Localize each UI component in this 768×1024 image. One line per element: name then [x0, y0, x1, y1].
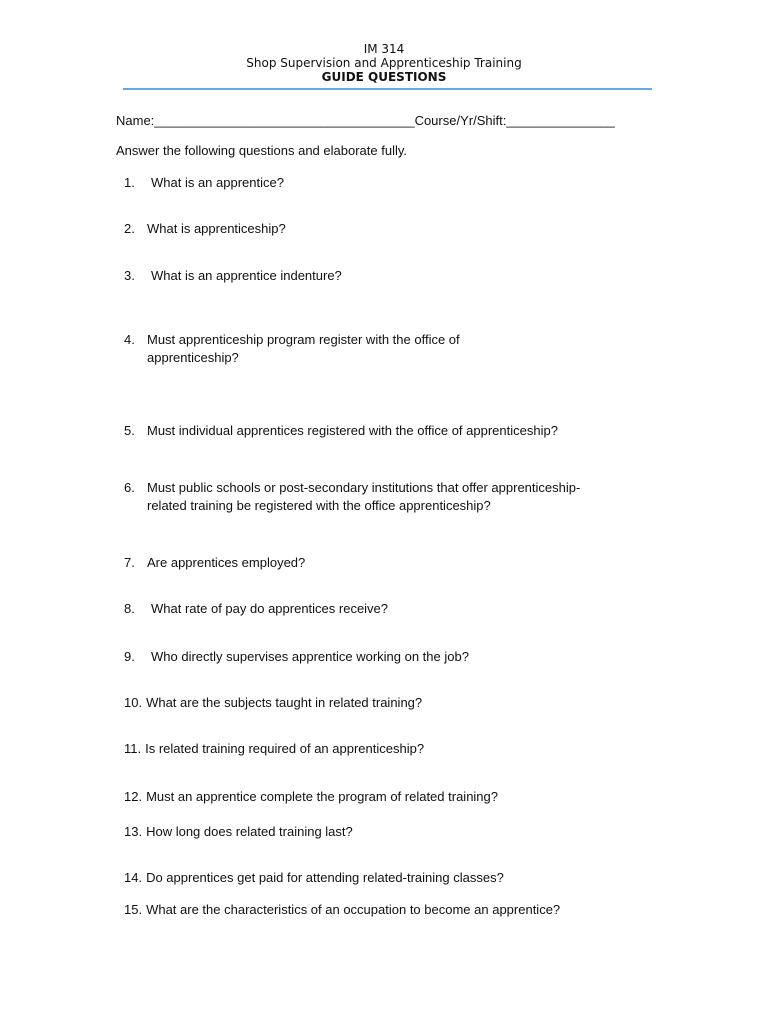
question-text-line: apprenticeship?: [147, 350, 239, 365]
question-item: [124, 823, 353, 841]
question-text: How long does related training last?: [146, 824, 353, 839]
question-item: [124, 174, 284, 192]
question-item: [124, 554, 305, 572]
question-text-line: Must apprenticeship program register with the office of: [147, 332, 460, 347]
question-number: 15.: [124, 902, 143, 917]
question-text: Is related training required of an apprenticeship?: [145, 741, 425, 756]
question-text: Must an apprentice complete the program of related training?: [146, 789, 498, 804]
question-text-line: Must public schools or post-secondary institutions that offer apprenticeship-: [147, 480, 581, 495]
document-header: [0, 42, 768, 84]
question-number: 14.: [124, 870, 143, 885]
question-item: [124, 869, 504, 887]
question-number: 3.: [124, 268, 135, 283]
question-item: [124, 479, 580, 515]
instructions-text: Answer the following questions and elaborate fully.: [116, 143, 407, 158]
question-text: What are the characteristics of an occupation to become an apprentice?: [146, 902, 561, 917]
course-code: IM 314: [363, 42, 405, 56]
question-number: 7.: [124, 555, 135, 570]
question-number: 5.: [124, 423, 135, 438]
question-text: What are the subjects taught in related training?: [146, 695, 423, 710]
question-item: [124, 267, 342, 285]
question-text: Are apprentices employed?: [147, 555, 306, 570]
course-title: Shop Supervision and Apprenticeship Training: [246, 56, 522, 70]
question-number: 12.: [124, 789, 143, 804]
question-text: Must individual apprentices registered with the office of apprenticeship?: [147, 423, 558, 438]
question-text: Do apprentices get paid for attending related-training classes?: [146, 870, 504, 885]
question-item: [124, 220, 286, 238]
question-text: What rate of pay do apprentices receive?: [151, 601, 389, 616]
question-number: 13.: [124, 824, 143, 839]
question-item: [124, 901, 560, 919]
question-text-line: related training be registered with the office apprenticeship?: [147, 498, 491, 513]
question-text: What is an apprentice indenture?: [151, 268, 342, 283]
question-item: [124, 694, 422, 712]
question-text: [147, 331, 460, 367]
question-item: [124, 788, 498, 806]
question-item: [124, 331, 460, 367]
name-course-field-line: Name:____________________________________Course/Yr/Shift:_______________: [116, 113, 615, 128]
question-number: 4.: [124, 332, 135, 347]
question-number: 10.: [124, 695, 143, 710]
question-number: 1.: [124, 175, 135, 190]
question-text: Who directly supervises apprentice working on the job?: [151, 649, 469, 664]
question-number: 8.: [124, 601, 135, 616]
question-text: [147, 479, 580, 515]
question-number: 9.: [124, 649, 135, 664]
question-text: What is an apprentice?: [151, 175, 284, 190]
section-title: GUIDE QUESTIONS: [321, 70, 447, 84]
question-item: [124, 740, 424, 758]
question-number: 2.: [124, 221, 135, 236]
question-item: [124, 600, 388, 618]
question-item: [124, 422, 558, 440]
question-text: What is apprenticeship?: [147, 221, 286, 236]
question-number: 11.: [124, 741, 142, 756]
header-divider: [123, 88, 652, 90]
question-item: [124, 648, 469, 666]
question-number: 6.: [124, 480, 135, 495]
